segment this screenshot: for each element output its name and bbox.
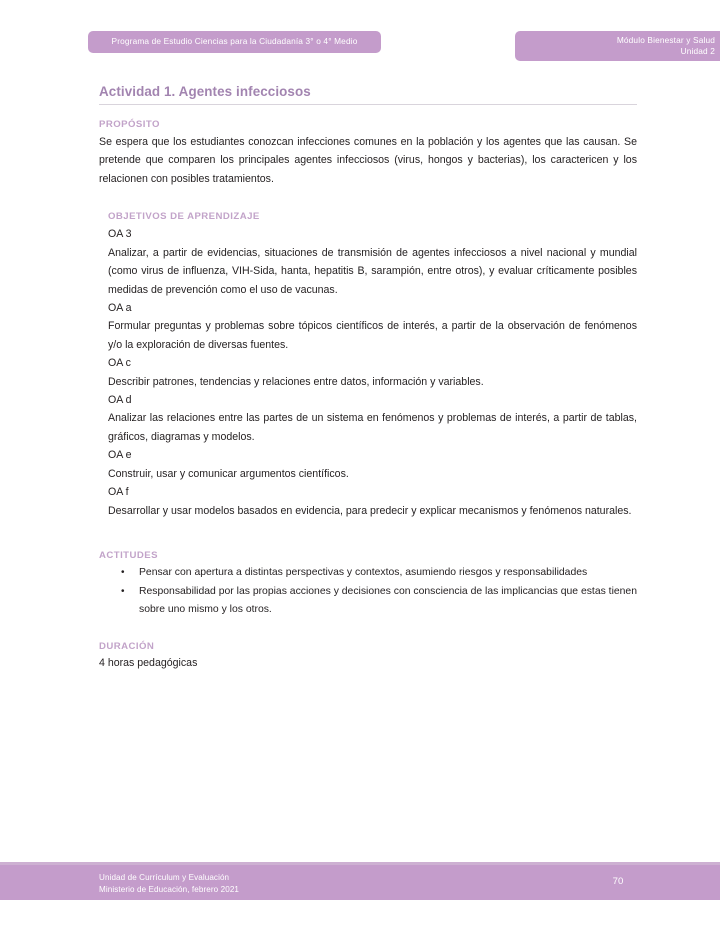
footer-credit-line1: Unidad de Currículum y Evaluación [99, 873, 230, 882]
program-badge [88, 31, 381, 53]
proposito-body: Se espera que los estudiantes conozcan infecciones comunes en la población y los agentes que las causan. Se pretende que comparen los principales agentes infecciosos (virus, hongos y bacterias), los caractericen y los relacionen con posibles tratamientos. [99, 136, 637, 185]
page-footer [0, 862, 720, 900]
section-heading-objetivos: OBJETIVOS DE APRENDIZAJE [108, 211, 260, 223]
objetivo-code: OA e [108, 449, 132, 462]
page-header [0, 0, 720, 70]
objetivo-text: Formular preguntas y problemas sobre tópicos científicos de interés, a partir de la observación de fenómenos y/o la exploración de diversas fuentes. [108, 320, 637, 351]
title-divider [99, 104, 637, 105]
program-badge-label: Programa de Estudio Ciencias para la Ciudadanía 3° o 4° Medio [111, 36, 358, 47]
objetivo-code: OA 3 [108, 228, 132, 241]
objetivo-item [108, 299, 637, 354]
objetivo-item [108, 483, 637, 520]
footer-credit [99, 872, 239, 895]
objetivo-text: Analizar las relaciones entre las partes de un sistema en fenómenos y problemas de interés, a partir de tablas, gráficos, diagramas y modelos. [108, 412, 637, 443]
footer-stripe [0, 862, 720, 865]
duracion-body: 4 horas pedagógicas [99, 657, 198, 670]
section-heading-proposito: PROPÓSITO [99, 119, 160, 130]
objetivo-item [108, 446, 637, 483]
page-number: 70 [612, 876, 624, 887]
section-objetivos [108, 211, 637, 520]
objetivo-code: OA d [108, 394, 132, 407]
module-badge-line2: Unidad 2 [680, 46, 715, 57]
objetivo-code: OA f [108, 486, 129, 499]
footer-credit-line2: Ministerio de Educación, febrero 2021 [99, 884, 240, 894]
objetivo-text: Describir patrones, tendencias y relaciones entre datos, información y variables. [108, 375, 484, 388]
objetivo-text: Construir, usar y comunicar argumentos científicos. [108, 467, 349, 480]
module-badge-line1: Módulo Bienestar y Salud [616, 35, 715, 45]
list-item: • Pensar con apertura a distintas perspectivas y contextos, asumiendo riesgos y responsabilidades [139, 564, 637, 582]
objetivo-item [108, 225, 637, 299]
objetivo-text: Desarrollar y usar modelos basados en evidencia, para predecir y explicar mecanismos y fenómenos naturales. [108, 504, 632, 517]
list-item: • Responsabilidad por las propias acciones y decisiones con consciencia de las implicancias que estas tienen sobre uno mismo y los otros. [139, 583, 637, 619]
section-proposito [99, 119, 637, 188]
actitudes-list [99, 564, 637, 619]
section-duracion [99, 641, 637, 672]
page-title: Actividad 1. Agentes infecciosos [99, 84, 311, 99]
objetivo-item [108, 354, 637, 391]
section-heading-actitudes: ACTITUDES [99, 550, 158, 562]
objetivo-item [108, 391, 637, 446]
document-content [99, 84, 637, 672]
section-actitudes [99, 550, 637, 619]
objetivo-code: OA c [108, 357, 131, 370]
objetivo-text: Analizar, a partir de evidencias, situaciones de transmisión de agentes infecciosos a nivel nacional y mundial (como virus de influenza, VIH-Sida, hanta, hepatitis B, sarampión, entre otros), y evaluar críticamente posibles medidas de prevención como el uso de vacunas. [108, 246, 637, 296]
objetivo-code: OA a [108, 301, 132, 314]
module-badge [515, 31, 720, 61]
section-heading-duracion: DURACIÓN [99, 641, 155, 653]
